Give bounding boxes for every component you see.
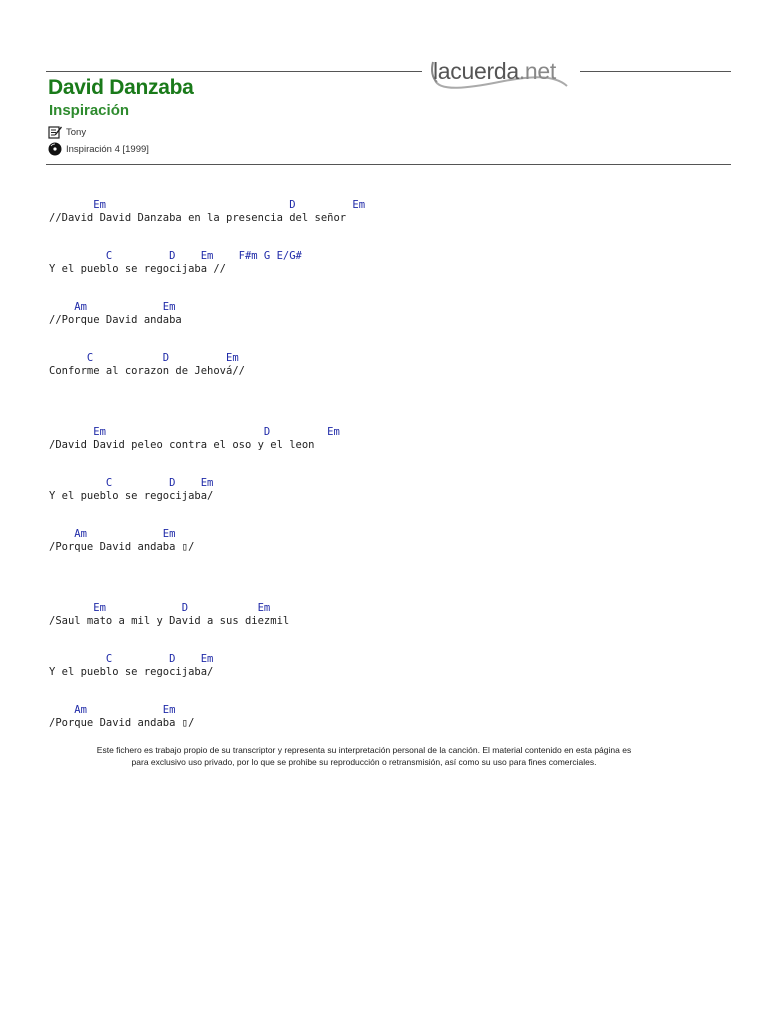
album-name[interactable]: Inspiración 4 [1999] bbox=[66, 143, 149, 155]
lyric-line: Conforme al corazon de Jehová// bbox=[49, 365, 245, 377]
lyric-line: /Porque David andaba ▯/ bbox=[49, 541, 195, 553]
chord-line: C D Em bbox=[49, 352, 239, 364]
song-title: David Danzaba bbox=[48, 76, 194, 99]
chord-line: C D Em bbox=[49, 477, 214, 489]
author-name[interactable]: Tony bbox=[66, 126, 87, 138]
logo-dot-text: . bbox=[518, 58, 525, 84]
header-rule-left bbox=[46, 71, 422, 72]
album-row bbox=[48, 142, 149, 156]
logo-main-text: lacuerda bbox=[433, 58, 519, 84]
copyright-line-1: Este fichero es trabajo propio de su transcriptor y representa su interpretación personal de la canción. El material contenido en esta página es bbox=[96, 745, 632, 755]
chord-line: C D Em bbox=[49, 653, 214, 665]
lyric-line: /Porque David andaba ▯/ bbox=[49, 717, 195, 729]
song-artist[interactable]: Inspiración bbox=[49, 102, 130, 119]
lyric-line: Y el pueblo se regocijaba/ bbox=[49, 490, 214, 502]
lyric-line: Y el pueblo se regocijaba // bbox=[49, 263, 227, 275]
song-body bbox=[49, 199, 739, 730]
pencil-note-icon bbox=[48, 125, 62, 139]
header-rule-bottom bbox=[46, 164, 731, 165]
chord-line: Am Em bbox=[49, 528, 176, 540]
author-row bbox=[48, 125, 86, 139]
lyric-line: Y el pueblo se regocijaba/ bbox=[49, 666, 214, 678]
chord-line: Em D Em bbox=[49, 602, 271, 614]
chord-line: Em D Em bbox=[49, 199, 366, 211]
header-rule-right bbox=[580, 71, 731, 72]
chord-line: Am Em bbox=[49, 301, 176, 313]
chord-line: Em D Em bbox=[49, 426, 340, 438]
chord-line: Am Em bbox=[49, 704, 176, 716]
logo-text bbox=[433, 58, 556, 85]
logo-tld-text: net bbox=[524, 58, 556, 84]
lyric-line: //David David Danzaba en la presencia del señor bbox=[49, 212, 347, 224]
disc-icon bbox=[48, 142, 62, 156]
copyright-notice bbox=[40, 744, 688, 768]
lyric-line: /Saul mato a mil y David a sus diezmil bbox=[49, 615, 290, 627]
copyright-line-2: para exclusivo uso privado, por lo que se prohibe su reproducción o retransmisión, así como su uso para fines comerciales. bbox=[131, 757, 597, 767]
site-logo[interactable] bbox=[429, 52, 574, 92]
lyric-line: //Porque David andaba bbox=[49, 314, 182, 326]
chord-line: C D Em F#m G E/G# bbox=[49, 250, 302, 262]
lyric-line: /David David peleo contra el oso y el leon bbox=[49, 439, 315, 451]
